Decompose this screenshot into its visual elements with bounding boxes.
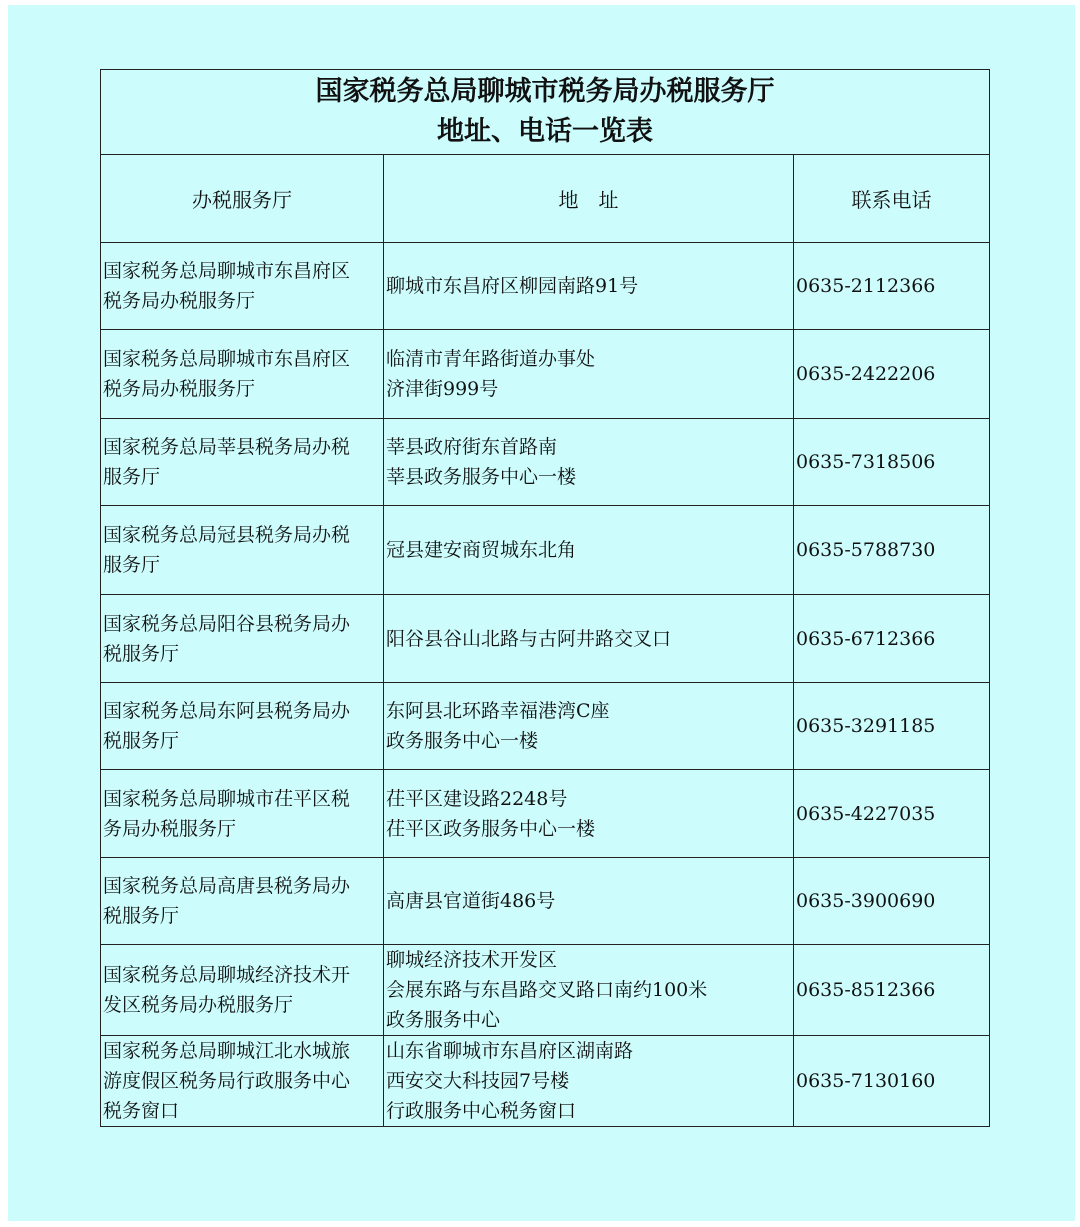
address-line: 西安交大科技园7号楼 bbox=[386, 1070, 570, 1092]
table-row bbox=[101, 595, 990, 683]
hall-cell bbox=[101, 419, 384, 506]
address-cell bbox=[384, 683, 794, 770]
hall-name-line: 国家税务总局聊城市东昌府区 bbox=[103, 348, 351, 370]
hall-name-line: 税服务厅 bbox=[103, 730, 180, 752]
header-row bbox=[101, 155, 990, 243]
hall-cell bbox=[101, 243, 384, 330]
hall-name-line: 服务厅 bbox=[103, 466, 161, 488]
phone-cell: 0635-2422206 bbox=[794, 330, 990, 419]
address-line: 聊城市东昌府区柳园南路91号 bbox=[386, 275, 639, 297]
address-line: 政务服务中心 bbox=[386, 1009, 501, 1031]
address-line: 山东省聊城市东昌府区湖南路 bbox=[386, 1040, 634, 1062]
phone-cell: 0635-6712366 bbox=[794, 595, 990, 683]
hall-name-line: 游度假区税务局行政服务中心 bbox=[103, 1070, 351, 1092]
hall-cell bbox=[101, 858, 384, 945]
phone-cell: 0635-3900690 bbox=[794, 858, 990, 945]
title-line-2: 地址、电话一览表 bbox=[437, 116, 654, 147]
address-line: 东阿县北环路幸福港湾C座 bbox=[386, 700, 610, 722]
hall-name-line: 国家税务总局阳谷县税务局办 bbox=[103, 612, 351, 635]
table-row bbox=[101, 506, 990, 595]
title-line-1: 国家税务总局聊城市税务局办税服务厅 bbox=[315, 76, 775, 107]
hall-name-line: 税务窗口 bbox=[103, 1100, 180, 1122]
address-line: 冠县建安商贸城东北角 bbox=[386, 539, 577, 561]
table-row bbox=[101, 858, 990, 945]
address-cell bbox=[384, 945, 794, 1036]
hall-cell bbox=[101, 595, 384, 683]
header-address: 地 址 bbox=[384, 155, 794, 243]
address-line: 临清市青年路街道办事处 bbox=[386, 348, 596, 370]
hall-name-line: 国家税务总局聊城市茌平区税 bbox=[103, 787, 351, 810]
phone-cell: 0635-8512366 bbox=[794, 945, 990, 1036]
header-phone: 联系电话 bbox=[794, 155, 990, 243]
hall-name-line: 税务局办税服务厅 bbox=[103, 378, 256, 400]
hall-name-line: 国家税务总局高唐县税务局办 bbox=[103, 875, 351, 897]
table-row bbox=[101, 243, 990, 330]
address-cell bbox=[384, 1036, 794, 1127]
hall-name-line: 国家税务总局莘县税务局办税 bbox=[103, 436, 351, 458]
table-row bbox=[101, 683, 990, 770]
tax-hall-table bbox=[100, 69, 990, 1127]
table-row bbox=[101, 770, 990, 858]
hall-name-line: 务局办税服务厅 bbox=[103, 817, 237, 840]
address-line: 政务服务中心一楼 bbox=[386, 730, 539, 752]
address-cell bbox=[384, 506, 794, 595]
address-cell bbox=[384, 595, 794, 683]
hall-cell bbox=[101, 506, 384, 595]
table-row bbox=[101, 419, 990, 506]
address-cell bbox=[384, 243, 794, 330]
address-cell bbox=[384, 770, 794, 858]
phone-cell: 0635-7318506 bbox=[794, 419, 990, 506]
hall-name-line: 发区税务局办税服务厅 bbox=[103, 994, 294, 1016]
hall-name-line: 国家税务总局聊城江北水城旅 bbox=[103, 1040, 351, 1062]
address-line: 阳谷县谷山北路与古阿井路交叉口 bbox=[386, 627, 672, 650]
address-line: 会展东路与东昌路交叉路口南约100米 bbox=[386, 979, 708, 1001]
hall-name-line: 服务厅 bbox=[103, 554, 161, 576]
address-line: 莘县政务服务中心一楼 bbox=[386, 466, 577, 488]
hall-name-line: 国家税务总局聊城经济技术开 bbox=[103, 964, 351, 986]
phone-cell: 0635-4227035 bbox=[794, 770, 990, 858]
hall-cell bbox=[101, 945, 384, 1036]
hall-name-line: 国家税务总局聊城市东昌府区 bbox=[103, 260, 351, 282]
hall-name-line: 国家税务总局冠县税务局办税 bbox=[103, 524, 351, 546]
address-cell bbox=[384, 330, 794, 419]
address-line: 高唐县官道街486号 bbox=[386, 890, 556, 912]
hall-cell bbox=[101, 770, 384, 858]
header-hall: 办税服务厅 bbox=[101, 155, 384, 243]
phone-cell: 0635-7130160 bbox=[794, 1036, 990, 1127]
table-row bbox=[101, 330, 990, 419]
hall-name-line: 税服务厅 bbox=[103, 642, 180, 665]
hall-cell bbox=[101, 683, 384, 770]
address-line: 茌平区建设路2248号 bbox=[386, 787, 568, 810]
address-line: 茌平区政务服务中心一楼 bbox=[386, 817, 596, 840]
address-line: 莘县政府街东首路南 bbox=[386, 436, 558, 458]
phone-cell: 0635-5788730 bbox=[794, 506, 990, 595]
address-cell bbox=[384, 419, 794, 506]
address-line: 行政服务中心税务窗口 bbox=[386, 1100, 577, 1122]
table-row bbox=[101, 1036, 990, 1127]
address-line: 聊城经济技术开发区 bbox=[386, 949, 558, 971]
phone-cell: 0635-3291185 bbox=[794, 683, 990, 770]
hall-name-line: 税服务厅 bbox=[103, 905, 180, 927]
hall-name-line: 国家税务总局东阿县税务局办 bbox=[103, 700, 351, 722]
phone-cell: 0635-2112366 bbox=[794, 243, 990, 330]
hall-cell bbox=[101, 1036, 384, 1127]
address-cell bbox=[384, 858, 794, 945]
address-line: 济津街999号 bbox=[386, 378, 499, 400]
hall-cell bbox=[101, 330, 384, 419]
table-row bbox=[101, 945, 990, 1036]
hall-name-line: 税务局办税服务厅 bbox=[103, 290, 256, 312]
table-title bbox=[101, 70, 990, 155]
title-row bbox=[101, 70, 990, 155]
